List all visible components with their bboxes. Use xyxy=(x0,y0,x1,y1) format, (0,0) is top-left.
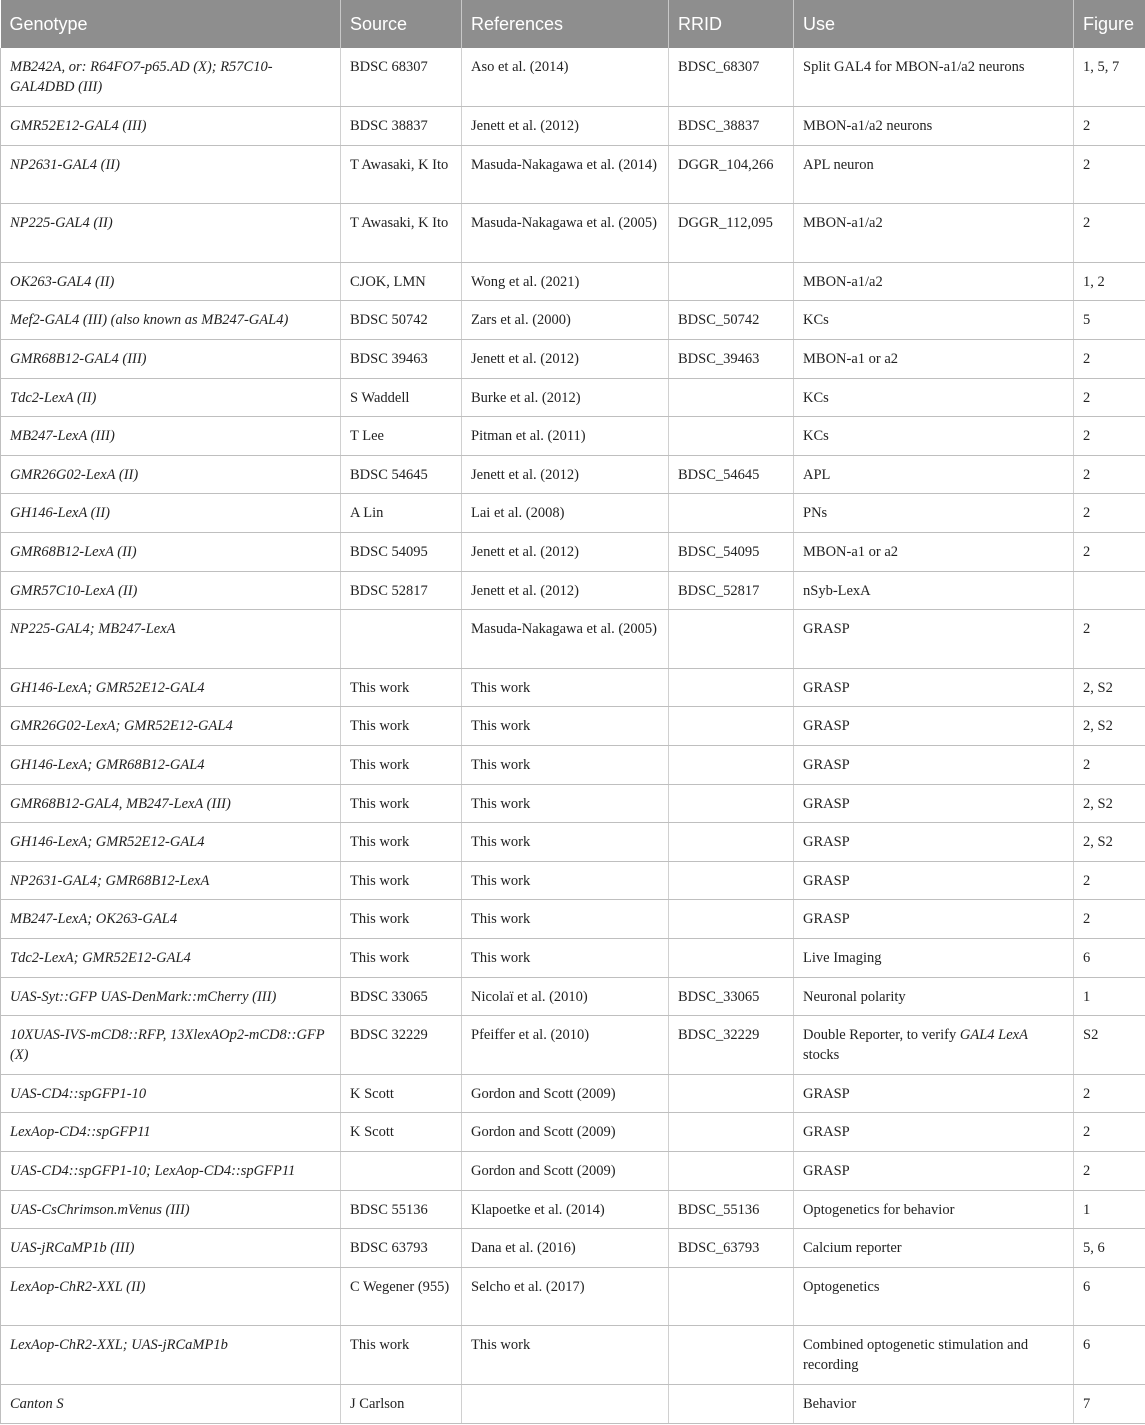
cell-use: MBON-a1 or a2 xyxy=(794,340,1074,379)
table-row xyxy=(1,1326,1145,1385)
cell-genotype: GMR57C10-LexA (II) xyxy=(1,571,341,610)
cell-references: Masuda-Nakagawa et al. (2014) xyxy=(462,145,669,204)
cell-references: Burke et al. (2012) xyxy=(462,378,669,417)
cell-rrid xyxy=(669,1151,794,1190)
cell-references: This work xyxy=(462,861,669,900)
cell-genotype: UAS-CD4::spGFP1-10 xyxy=(1,1074,341,1113)
table-row xyxy=(1,533,1145,572)
table-row xyxy=(1,1113,1145,1152)
cell-rrid xyxy=(669,900,794,939)
cell-figure: 2 xyxy=(1074,340,1145,379)
cell-genotype: NP225-GAL4; MB247-LexA xyxy=(1,610,341,669)
cell-figure: 2, S2 xyxy=(1074,823,1145,862)
header-row xyxy=(1,0,1145,48)
cell-figure: 6 xyxy=(1074,1326,1145,1385)
cell-references: Jenett et al. (2012) xyxy=(462,571,669,610)
cell-rrid xyxy=(669,668,794,707)
cell-source: BDSC 39463 xyxy=(341,340,462,379)
cell-source: S Waddell xyxy=(341,378,462,417)
cell-use: APL neuron xyxy=(794,145,1074,204)
cell-source: BDSC 54645 xyxy=(341,455,462,494)
cell-source: This work xyxy=(341,900,462,939)
cell-genotype: OK263-GAL4 (II) xyxy=(1,262,341,301)
cell-rrid: BDSC_54095 xyxy=(669,533,794,572)
cell-rrid xyxy=(669,861,794,900)
cell-references: Jenett et al. (2012) xyxy=(462,107,669,146)
cell-source: BDSC 54095 xyxy=(341,533,462,572)
cell-rrid xyxy=(669,262,794,301)
table-row xyxy=(1,900,1145,939)
table-row xyxy=(1,1151,1145,1190)
cell-rrid: BDSC_68307 xyxy=(669,48,794,107)
cell-rrid: BDSC_54645 xyxy=(669,455,794,494)
cell-rrid xyxy=(669,378,794,417)
table-row xyxy=(1,301,1145,340)
cell-references: This work xyxy=(462,707,669,746)
cell-use: Behavior xyxy=(794,1384,1074,1423)
cell-rrid xyxy=(669,610,794,669)
cell-references: Klapoetke et al. (2014) xyxy=(462,1190,669,1229)
cell-references: Aso et al. (2014) xyxy=(462,48,669,107)
cell-use: Double Reporter, to verify GAL4 LexA stocks xyxy=(794,1016,1074,1075)
cell-figure: 2 xyxy=(1074,107,1145,146)
cell-genotype: Tdc2-LexA; GMR52E12-GAL4 xyxy=(1,938,341,977)
table-row xyxy=(1,417,1145,456)
cell-rrid: BDSC_38837 xyxy=(669,107,794,146)
cell-source: J Carlson xyxy=(341,1384,462,1423)
cell-genotype: UAS-jRCaMP1b (III) xyxy=(1,1229,341,1268)
table-row xyxy=(1,145,1145,204)
cell-references: Zars et al. (2000) xyxy=(462,301,669,340)
cell-use: Neuronal polarity xyxy=(794,977,1074,1016)
cell-genotype: UAS-Syt::GFP UAS-DenMark::mCherry (III) xyxy=(1,977,341,1016)
cell-genotype: UAS-CsChrimson.mVenus (III) xyxy=(1,1190,341,1229)
cell-source: This work xyxy=(341,784,462,823)
cell-references: Wong et al. (2021) xyxy=(462,262,669,301)
cell-references: Gordon and Scott (2009) xyxy=(462,1151,669,1190)
table-body xyxy=(1,48,1145,1423)
cell-genotype: GMR26G02-LexA (II) xyxy=(1,455,341,494)
cell-source: K Scott xyxy=(341,1113,462,1152)
cell-rrid xyxy=(669,417,794,456)
cell-use: GRASP xyxy=(794,1151,1074,1190)
cell-rrid: BDSC_52817 xyxy=(669,571,794,610)
cell-genotype: GH146-LexA (II) xyxy=(1,494,341,533)
table-row xyxy=(1,1384,1145,1423)
cell-rrid xyxy=(669,938,794,977)
cell-source xyxy=(341,1151,462,1190)
cell-figure: 1 xyxy=(1074,1190,1145,1229)
cell-use: KCs xyxy=(794,301,1074,340)
cell-use: MBON-a1/a2 neurons xyxy=(794,107,1074,146)
table-row xyxy=(1,668,1145,707)
cell-genotype: LexAop-ChR2-XXL (II) xyxy=(1,1267,341,1326)
cell-use: GRASP xyxy=(794,784,1074,823)
table-header xyxy=(1,0,1145,48)
table-row xyxy=(1,204,1145,263)
cell-figure: 2 xyxy=(1074,145,1145,204)
cell-references: This work xyxy=(462,938,669,977)
cell-use: GRASP xyxy=(794,861,1074,900)
header-rrid: RRID xyxy=(669,0,794,48)
header-figure: Figure xyxy=(1074,0,1145,48)
cell-references: This work xyxy=(462,668,669,707)
cell-figure: 2 xyxy=(1074,746,1145,785)
cell-use: Optogenetics xyxy=(794,1267,1074,1326)
table-row xyxy=(1,378,1145,417)
cell-figure: 2 xyxy=(1074,610,1145,669)
cell-source: BDSC 52817 xyxy=(341,571,462,610)
table-row xyxy=(1,48,1145,107)
cell-references: Lai et al. (2008) xyxy=(462,494,669,533)
cell-use: PNs xyxy=(794,494,1074,533)
cell-source: T Awasaki, K Ito xyxy=(341,204,462,263)
table-row xyxy=(1,861,1145,900)
cell-references: Masuda-Nakagawa et al. (2005) xyxy=(462,204,669,263)
cell-references: Jenett et al. (2012) xyxy=(462,533,669,572)
cell-genotype: GMR68B12-GAL4 (III) xyxy=(1,340,341,379)
cell-figure: 2, S2 xyxy=(1074,707,1145,746)
cell-use: GRASP xyxy=(794,1074,1074,1113)
cell-references: Jenett et al. (2012) xyxy=(462,340,669,379)
cell-figure: 2 xyxy=(1074,378,1145,417)
cell-figure: 2 xyxy=(1074,533,1145,572)
cell-figure: 2 xyxy=(1074,861,1145,900)
cell-source: This work xyxy=(341,861,462,900)
cell-rrid xyxy=(669,494,794,533)
cell-source: T Lee xyxy=(341,417,462,456)
cell-figure: 7 xyxy=(1074,1384,1145,1423)
cell-figure: 6 xyxy=(1074,1267,1145,1326)
cell-use: Combined optogenetic stimulation and recording xyxy=(794,1326,1074,1385)
cell-references: Selcho et al. (2017) xyxy=(462,1267,669,1326)
cell-references: This work xyxy=(462,784,669,823)
cell-rrid xyxy=(669,1113,794,1152)
table-row xyxy=(1,494,1145,533)
table-row xyxy=(1,1016,1145,1075)
cell-use: GRASP xyxy=(794,746,1074,785)
cell-references: Masuda-Nakagawa et al. (2005) xyxy=(462,610,669,669)
cell-use: Split GAL4 for MBON-a1/a2 neurons xyxy=(794,48,1074,107)
cell-figure: 1, 2 xyxy=(1074,262,1145,301)
cell-source: A Lin xyxy=(341,494,462,533)
cell-genotype: NP2631-GAL4; GMR68B12-LexA xyxy=(1,861,341,900)
cell-genotype: GMR52E12-GAL4 (III) xyxy=(1,107,341,146)
cell-references: Nicolaï et al. (2010) xyxy=(462,977,669,1016)
cell-references: Pitman et al. (2011) xyxy=(462,417,669,456)
cell-source: T Awasaki, K Ito xyxy=(341,145,462,204)
cell-use: Calcium reporter xyxy=(794,1229,1074,1268)
table-row xyxy=(1,1190,1145,1229)
cell-source: This work xyxy=(341,746,462,785)
cell-figure: 2 xyxy=(1074,1113,1145,1152)
italic-genotype-mention: GAL4 LexA xyxy=(959,1027,1028,1044)
header-references: References xyxy=(462,0,669,48)
table-row xyxy=(1,977,1145,1016)
table-row xyxy=(1,746,1145,785)
cell-figure xyxy=(1074,571,1145,610)
cell-use: GRASP xyxy=(794,1113,1074,1152)
table-row xyxy=(1,262,1145,301)
cell-use: Live Imaging xyxy=(794,938,1074,977)
cell-rrid: DGGR_112,095 xyxy=(669,204,794,263)
cell-genotype: GH146-LexA; GMR68B12-GAL4 xyxy=(1,746,341,785)
cell-genotype: UAS-CD4::spGFP1-10; LexAop-CD4::spGFP11 xyxy=(1,1151,341,1190)
cell-references: Dana et al. (2016) xyxy=(462,1229,669,1268)
cell-use: MBON-a1 or a2 xyxy=(794,533,1074,572)
cell-figure: 2 xyxy=(1074,1074,1145,1113)
cell-references: This work xyxy=(462,900,669,939)
cell-figure: 2 xyxy=(1074,494,1145,533)
cell-references: This work xyxy=(462,746,669,785)
cell-rrid xyxy=(669,1384,794,1423)
cell-genotype: GMR68B12-GAL4, MB247-LexA (III) xyxy=(1,784,341,823)
cell-rrid: BDSC_33065 xyxy=(669,977,794,1016)
cell-rrid: BDSC_50742 xyxy=(669,301,794,340)
table-row xyxy=(1,938,1145,977)
cell-genotype: GMR26G02-LexA; GMR52E12-GAL4 xyxy=(1,707,341,746)
header-use: Use xyxy=(794,0,1074,48)
cell-rrid: BDSC_55136 xyxy=(669,1190,794,1229)
table-row xyxy=(1,1229,1145,1268)
table-row xyxy=(1,1074,1145,1113)
cell-source: BDSC 32229 xyxy=(341,1016,462,1075)
cell-use: APL xyxy=(794,455,1074,494)
cell-references: Gordon and Scott (2009) xyxy=(462,1074,669,1113)
cell-genotype: MB242A, or: R64FO7-p65.AD (X); R57C10-GAL4DBD (III) xyxy=(1,48,341,107)
cell-source: BDSC 50742 xyxy=(341,301,462,340)
cell-rrid xyxy=(669,784,794,823)
cell-references xyxy=(462,1384,669,1423)
cell-rrid xyxy=(669,1267,794,1326)
cell-source: This work xyxy=(341,668,462,707)
cell-source: BDSC 38837 xyxy=(341,107,462,146)
cell-source: This work xyxy=(341,1326,462,1385)
table-row xyxy=(1,455,1145,494)
table-row xyxy=(1,571,1145,610)
header-genotype: Genotype xyxy=(1,0,341,48)
cell-figure: 2, S2 xyxy=(1074,668,1145,707)
table-row xyxy=(1,107,1145,146)
cell-genotype: LexAop-CD4::spGFP11 xyxy=(1,1113,341,1152)
cell-genotype: GH146-LexA; GMR52E12-GAL4 xyxy=(1,823,341,862)
cell-genotype: NP225-GAL4 (II) xyxy=(1,204,341,263)
cell-use: nSyb-LexA xyxy=(794,571,1074,610)
cell-rrid xyxy=(669,746,794,785)
cell-genotype: MB247-LexA (III) xyxy=(1,417,341,456)
cell-genotype: Tdc2-LexA (II) xyxy=(1,378,341,417)
cell-genotype: Mef2-GAL4 (III) (also known as MB247-GAL4) xyxy=(1,301,341,340)
table-row xyxy=(1,823,1145,862)
cell-rrid xyxy=(669,1326,794,1385)
cell-genotype: Canton S xyxy=(1,1384,341,1423)
cell-use: GRASP xyxy=(794,707,1074,746)
cell-use: GRASP xyxy=(794,668,1074,707)
cell-source: BDSC 55136 xyxy=(341,1190,462,1229)
cell-source: CJOK, LMN xyxy=(341,262,462,301)
cell-genotype: MB247-LexA; OK263-GAL4 xyxy=(1,900,341,939)
table-row xyxy=(1,610,1145,669)
table-row xyxy=(1,340,1145,379)
cell-genotype: 10XUAS-IVS-mCD8::RFP, 13XlexAOp2-mCD8::GFP (X) xyxy=(1,1016,341,1075)
cell-figure: 2 xyxy=(1074,417,1145,456)
cell-source: This work xyxy=(341,938,462,977)
cell-source xyxy=(341,610,462,669)
cell-rrid xyxy=(669,823,794,862)
cell-genotype: GH146-LexA; GMR52E12-GAL4 xyxy=(1,668,341,707)
cell-figure: S2 xyxy=(1074,1016,1145,1075)
cell-rrid: DGGR_104,266 xyxy=(669,145,794,204)
cell-use: GRASP xyxy=(794,900,1074,939)
cell-source: C Wegener (955) xyxy=(341,1267,462,1326)
cell-source: BDSC 63793 xyxy=(341,1229,462,1268)
cell-rrid xyxy=(669,1074,794,1113)
cell-rrid: BDSC_39463 xyxy=(669,340,794,379)
cell-figure: 1 xyxy=(1074,977,1145,1016)
cell-use: GRASP xyxy=(794,823,1074,862)
cell-figure: 5, 6 xyxy=(1074,1229,1145,1268)
cell-figure: 6 xyxy=(1074,938,1145,977)
cell-rrid: BDSC_32229 xyxy=(669,1016,794,1075)
cell-figure: 2, S2 xyxy=(1074,784,1145,823)
cell-figure: 2 xyxy=(1074,900,1145,939)
cell-references: Gordon and Scott (2009) xyxy=(462,1113,669,1152)
table-row xyxy=(1,784,1145,823)
cell-use: Optogenetics for behavior xyxy=(794,1190,1074,1229)
cell-use: KCs xyxy=(794,417,1074,456)
cell-figure: 5 xyxy=(1074,301,1145,340)
cell-rrid xyxy=(669,707,794,746)
cell-source: BDSC 68307 xyxy=(341,48,462,107)
cell-genotype: GMR68B12-LexA (II) xyxy=(1,533,341,572)
cell-source: This work xyxy=(341,707,462,746)
cell-figure: 2 xyxy=(1074,1151,1145,1190)
cell-references: This work xyxy=(462,1326,669,1385)
cell-references: Jenett et al. (2012) xyxy=(462,455,669,494)
cell-use: GRASP xyxy=(794,610,1074,669)
cell-genotype: LexAop-ChR2-XXL; UAS-jRCaMP1b xyxy=(1,1326,341,1385)
cell-references: This work xyxy=(462,823,669,862)
cell-genotype: NP2631-GAL4 (II) xyxy=(1,145,341,204)
cell-references: Pfeiffer et al. (2010) xyxy=(462,1016,669,1075)
cell-figure: 2 xyxy=(1074,204,1145,263)
table-row xyxy=(1,1267,1145,1326)
cell-source: BDSC 33065 xyxy=(341,977,462,1016)
table-row xyxy=(1,707,1145,746)
cell-source: This work xyxy=(341,823,462,862)
cell-figure: 1, 5, 7 xyxy=(1074,48,1145,107)
cell-use: MBON-a1/a2 xyxy=(794,204,1074,263)
cell-figure: 2 xyxy=(1074,455,1145,494)
cell-source: K Scott xyxy=(341,1074,462,1113)
cell-use: MBON-a1/a2 xyxy=(794,262,1074,301)
cell-use: KCs xyxy=(794,378,1074,417)
cell-rrid: BDSC_63793 xyxy=(669,1229,794,1268)
header-source: Source xyxy=(341,0,462,48)
